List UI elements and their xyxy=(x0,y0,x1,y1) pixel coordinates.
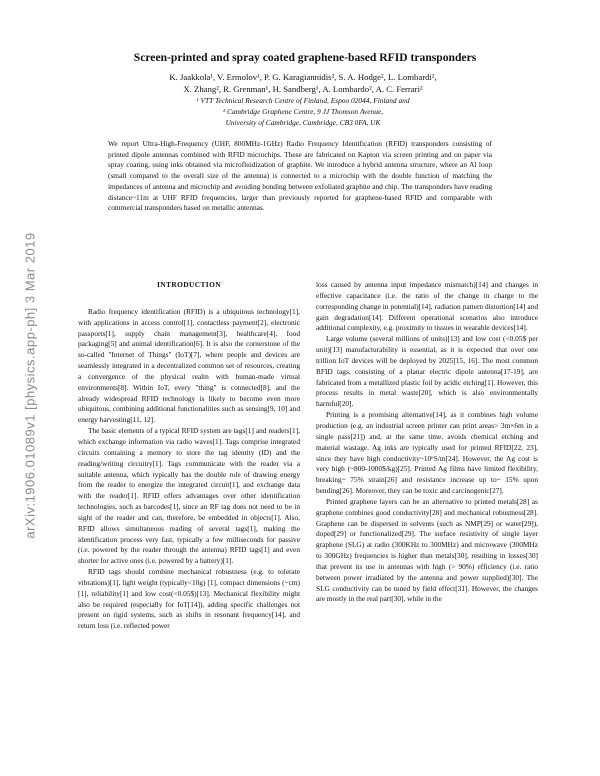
body-paragraph: loss caused by antenna input impedance mismatch)[14] and changes in effective capacitance (i.e. the ratio of the change in charge to the corresponding change in potential)[14], radiation pattern distortion[14] and gain degradation[14]. Different operational scenarios also introduce additional complexity, e.g. proximity to tissues in wearable devices[14]. xyxy=(316,280,538,333)
body-paragraph: The basic elements of a typical RFID system are tags[1] and readers[1], which exchange information via radio waves[1]. Tags comprise integrated circuits containing a memory to store the tag identity (ID) and the reading/writing circuitry[1]. Tags communicate with the reader via a suitable antenna, which typically has the double role of drawing energy from the reader to energize the integrated circuit[1], and exchange data with the reader[1]. RFID offers advantages over other identification technologies, such as barcodes[1], since an RF tag does not need to be in sight of the reader and can, therefore, be embedded in objects[1]. Also, RFID allows simultaneous reading of several tags[1], making the identification process very fast, typically a few milliseconds for passive (i.e. powered by the reader through the antenna) RFID tags[1] and even shorter for active ones (i.e. powered by a battery)[1]. xyxy=(78,426,300,566)
arxiv-side-banner xyxy=(20,178,38,598)
affiliation-line: ² Cambridge Graphene Centre, 9 JJ Thomson Avenue, xyxy=(222,106,384,116)
author-line: X. Zhang², R. Grenman¹, H. Sandberg¹, A. Lombardo², A. C. Ferrari² xyxy=(183,83,423,94)
affiliation-line: University of Cambridge, Cambridge, CB3 0FA, UK xyxy=(225,117,381,127)
body-paragraph: Printing is a promising alternative[14], as it combines high volume production (e.g. an industrial screen printer can print areas> 3m×6m in a single pass[21]) and, at the same time, avoids chemical etching and material wastage. Ag inks are typically used for printed RFID[22, 23], since they have high conductivity~10⁶S/m[24]. However, the Ag cost is very high (~800-1000$/kg)[25]. Printed Ag films have limited flexibility, breaking~ 75% strain[26] and resistance increase up to~ 15% upon bending[26]. Moreover, they can be toxic and carcinogenic[27]. xyxy=(316,410,538,496)
body-paragraph: Printed graphene layers can be an alternative to printed metals[28] as graphene combines good conductivity[28] and mechanical robustness[28]. Graphene can be dispersed in solvents (such as NMP[29] or water[29]), doped[29] or functionalized[29]. The surface resistivity of single layer graphene (SLG) at radio (300KHz to 300MHz) and microwave (300MHz to 300GHz) frequencies is higher than metals[30], resulting in losses[30] that prevent its use in antennas with high (> 90%) efficiency (i.e. ratio between power irradiated by the antenna and power supplied)[30]. The SLG conductivity can be tuned by field effect[31]. However, the changes are mostly in the real part[30], while in the xyxy=(316,496,538,604)
body-paragraph: RFID tags should combine mechanical robustness (e.g. to tolerate vibrations)[1], light weight (typically<10g) [1], compact dimensions (~cm)[1], reliability[1] and low cost(<0.05$)[13]. Mechanical flexibility might also be required (especially for IoT[14]), adding specific challenges not present on rigid systems, such as shifts in resonant frequency[14], and return loss (i.e. reflected power xyxy=(78,567,300,631)
arxiv-identifier[interactable]: arXiv:1906.01089v1 [physics.app-ph] 3 Mar 2019 xyxy=(22,232,38,539)
body-paragraph: Large volume (several millions of units)[13] and low cost (<0.05$ per unit)[13] manufacturability is essential, as it is expected that over one trillion IoT devices will be deployed by 2025[15, 16]. The most common RFID tags, consisting of a planar electric dipole antenna[17-19], are fabricated from a metallized plastic foil by acidic etching[1]. However, this process results in metal waste[20], which is also environmentally harmful[20]. xyxy=(316,334,538,409)
author-line: K. Jaakkola¹, V. Ermolov¹, P. G. Karagiannidis², S. A. Hodge², L. Lombardi², xyxy=(169,72,437,82)
author-list xyxy=(78,72,528,95)
affiliation-list xyxy=(78,96,528,128)
section-heading-introduction: INTRODUCTION xyxy=(157,280,221,289)
left-column xyxy=(78,280,300,632)
right-column xyxy=(316,280,538,605)
affiliation-line: ¹ VTT Technical Research Centre of Finland, Espoo 02044, Finland and xyxy=(196,96,410,105)
body-paragraph: Radio frequency identification (RFID) is a ubiquitous technology[1], with applications in access control[1], contactless payment[2], electronic passports[1], supply chain management[3], healthcare[4], food packaging[5] and animal identification[6]. It is also the cornerstone of the so-called "Internet of Things" (IoT)[7], where people and devices are seamlessly integrated in a decentralized common set of resources, creating a convergence of the physical realm with human-made virtual environments[8]. Within IoT, every "thing" is connected[8], and the already widespread RFID technology is likely to become even more ubiquitous, combining additional functionalities such as sensing[9, 10] and energy harvesting[11, 12]. xyxy=(78,306,300,425)
paper-title: Screen-printed and spray coated graphene-based RFID transponders xyxy=(133,51,477,64)
abstract: We report Ultra-High-Frequency (UHF, 800MHz-1GHz) Radio Frequency Identification (RFID) transponders consisting of printed dipole antennas combined with RFID microchips. These are fabricated on Kapton via screen printing and on paper via spray coating, using inks obtained via microfluidization of graphite. We introduce a hybrid antenna structure, where an Al loop (small compared to the overall size of the antenna) is connected to a microchip with the double function of matching the impedances of antenna and microchip and avoiding bonding between exfoliated graphite and chip. The transponders have reading distance~11m at UHF RFID frequencies, larger than previously reported for graphene-based RFID and comparable with commercial transponders based on metallic antennas. xyxy=(108,139,492,213)
